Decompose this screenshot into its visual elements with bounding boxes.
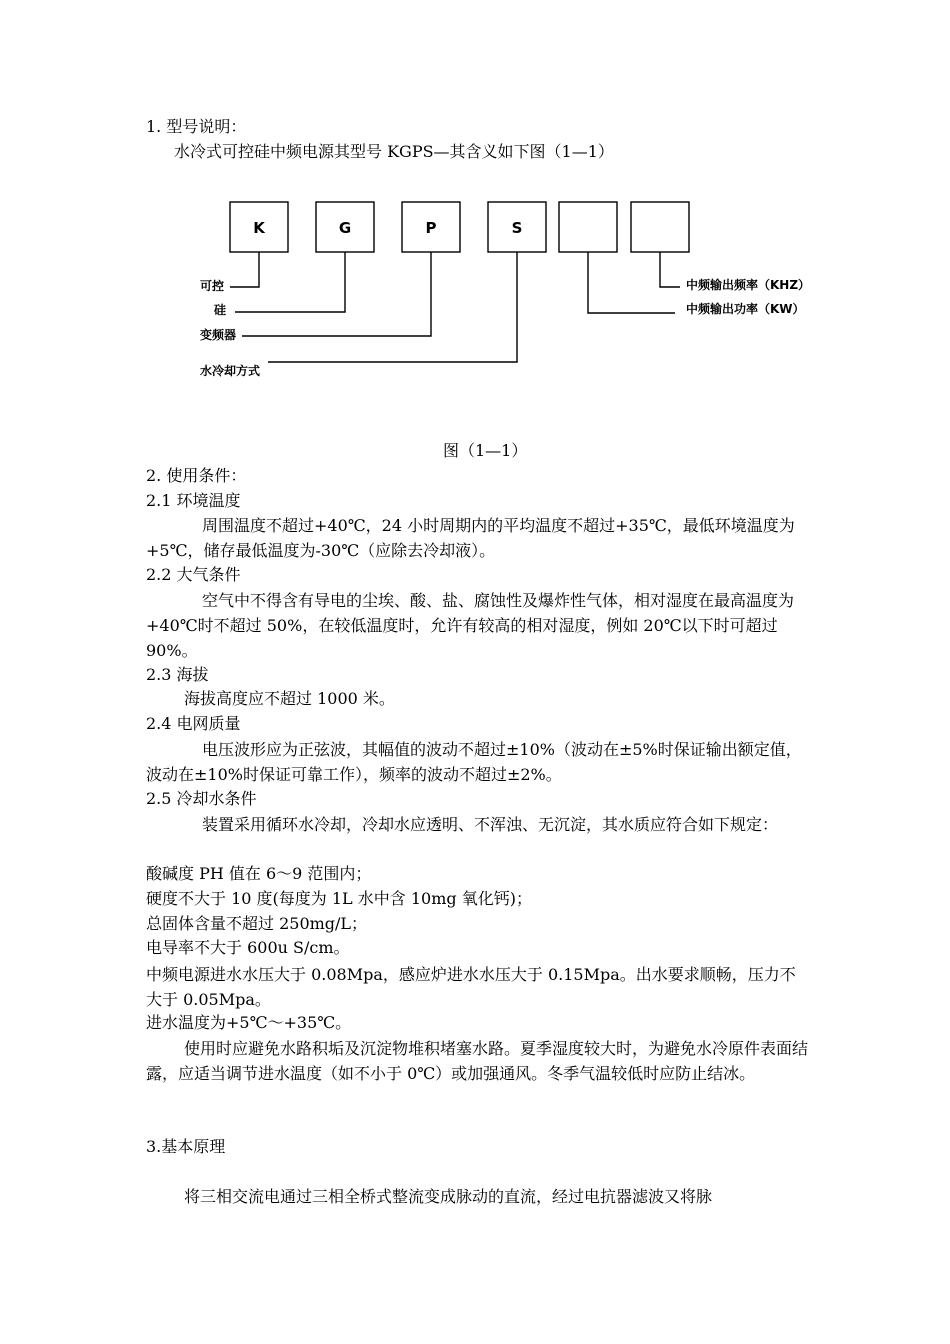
s21-body: 周围温度不超过+40℃，24 小时周期内的平均温度不超过+35℃，最低环境温度为+5℃，储存最低温度为-30℃（应除去冷却液）。 xyxy=(146,516,795,560)
section2-heading: 2. 使用条件： xyxy=(146,466,247,485)
line-g xyxy=(235,252,345,312)
label-shuilengfangshi: 水冷却方式 xyxy=(200,364,261,378)
section3-heading: 3.基本原理 xyxy=(146,1137,226,1156)
label-kekong: 可控 xyxy=(200,279,225,293)
req-temperature: 进水温度为+5℃～+35℃。 xyxy=(146,1013,352,1032)
box-power xyxy=(559,202,617,252)
req-ph: 酸碱度 PH 值在 6～9 范围内； xyxy=(146,864,372,883)
label-freq: 中频输出频率（KHZ） xyxy=(686,278,811,292)
box-freq xyxy=(631,202,689,252)
box-g-label: G xyxy=(338,219,352,237)
diagram-caption: 图（1—1） xyxy=(443,441,528,460)
line-s xyxy=(268,252,517,362)
box-k-label: K xyxy=(253,219,265,237)
box-s-label: S xyxy=(511,219,523,237)
s23-title: 2.3 海拔 xyxy=(146,665,209,684)
section1-intro: 水冷式可控硅中频电源其型号 KGPS—其含义如下图（1—1） xyxy=(174,142,614,161)
s23-body: 海拔高度应不超过 1000 米。 xyxy=(184,689,395,708)
usage-note: 使用时应避免水路积垢及沉淀物堆积堵塞水路。夏季湿度较大时，为避免水冷原件表面结露，应适当调节进水温度（如不小于 0℃）或加强通风。冬季气温较低时应防止结冰。 xyxy=(146,1039,809,1083)
line-freq xyxy=(660,252,680,287)
s25-title: 2.5 冷却水条件 xyxy=(146,789,257,808)
label-gui: 硅 xyxy=(214,303,227,317)
line-p xyxy=(242,252,431,336)
req-hardness: 硬度不大于 10 度(每度为 1L 水中含 10mg 氧化钙)； xyxy=(146,889,532,908)
s25-body: 装置采用循环水冷却，冷却水应透明、不浑浊、无沉淀，其水质应符合如下规定： xyxy=(202,815,779,834)
box-p-label: P xyxy=(425,219,437,237)
s21-title: 2.1 环境温度 xyxy=(146,491,241,510)
req-conductivity: 电导率不大于 600u S/cm。 xyxy=(146,938,350,957)
s22-title: 2.2 大气条件 xyxy=(146,565,241,584)
s24-title: 2.4 电网质量 xyxy=(146,714,241,733)
req-solids: 总固体含量不超过 250mg/L； xyxy=(146,914,368,933)
s22-body: 空气中不得含有导电的尘埃、酸、盐、腐蚀性及爆炸性气体，相对湿度在最高温度为+40℃时不超过 50%，在较低温度时，允许有较高的相对湿度，例如 20℃以下时可超过 90%。 xyxy=(146,591,795,660)
label-bianpinqi: 变频器 xyxy=(200,328,237,342)
req-pressure: 中频电源进水水压大于 0.08Mpa，感应炉进水水压大于 0.15Mpa。出水要求顺畅，压力不大于 0.05Mpa。 xyxy=(146,965,796,1009)
s24-body: 电压波形应为正弦波，其幅值的波动不超过±10%（波动在±5%时保证输出额定值，波动在±10%时保证可靠工作），频率的波动不超过±2%。 xyxy=(146,740,802,784)
line-power xyxy=(588,252,675,313)
label-power: 中频输出功率（KW） xyxy=(686,302,805,316)
line-k xyxy=(230,252,259,287)
section3-body: 将三相交流电通过三相全桥式整流变成脉动的直流，经过电抗器滤波又将脉 xyxy=(184,1187,713,1206)
model-diagram xyxy=(190,195,830,395)
section1-heading: 1. 型号说明： xyxy=(146,117,247,136)
